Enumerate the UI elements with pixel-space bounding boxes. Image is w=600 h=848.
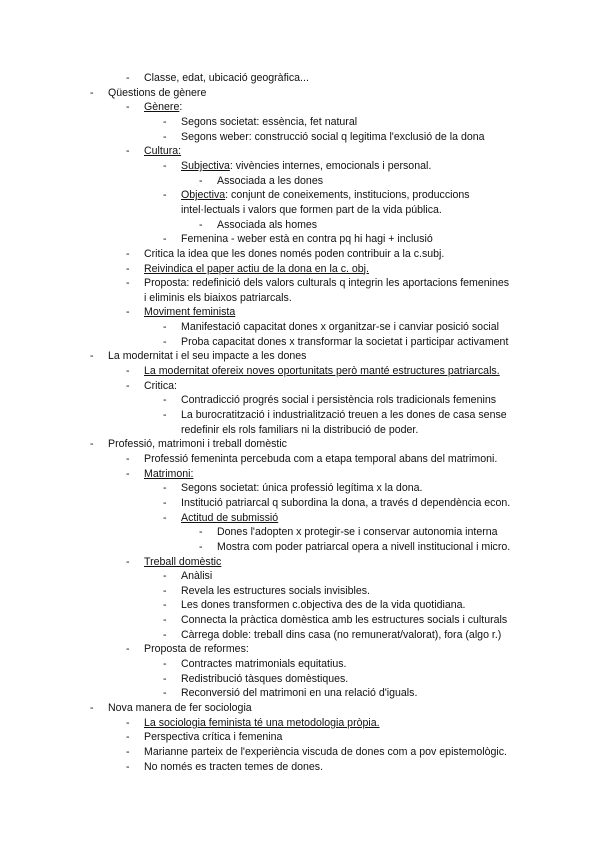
item-body: Les dones transformen c.objectiva des de la vida quotidiana.	[181, 599, 466, 612]
item-body: Redistribució tàsques domèstiques.	[181, 672, 349, 685]
bullet-dash: -	[163, 628, 167, 641]
outline-item	[0, 159, 600, 174]
item-text	[181, 335, 508, 350]
outline-item	[0, 467, 600, 482]
bullet-dash: -	[90, 86, 94, 99]
outline-item	[0, 130, 600, 145]
item-body: Anàlisi	[181, 570, 213, 583]
bullet-dash: -	[90, 438, 94, 451]
outline-item	[0, 203, 600, 218]
item-body: La burocratització i industrialització treuen a les dones de casa sense	[181, 408, 507, 421]
bullet-dash: -	[163, 599, 167, 612]
item-body: Qüestions de gènere	[108, 86, 207, 99]
bullet-dash: -	[126, 145, 130, 158]
item-text	[181, 188, 470, 203]
item-body: Mostra com poder patriarcal opera a nivell institucional i micro.	[217, 540, 511, 553]
outline-item	[0, 628, 600, 643]
item-body: Critica la idea que les dones només poden contribuir a la c.subj.	[144, 247, 445, 260]
outline-item	[0, 642, 600, 657]
outline-item	[0, 144, 600, 159]
bullet-dash: -	[163, 672, 167, 685]
outline-item	[0, 188, 600, 203]
outline-item	[0, 701, 600, 716]
outline-item	[0, 232, 600, 247]
bullet-dash: -	[163, 130, 167, 143]
item-text	[144, 642, 249, 657]
item-body: : conjunt de coneixements, institucions, produccions	[225, 189, 470, 202]
item-text	[181, 672, 348, 687]
item-text	[217, 540, 510, 555]
bullet-dash: -	[199, 174, 203, 187]
outline-item	[0, 745, 600, 760]
bullet-dash: -	[163, 159, 167, 172]
underlined-term: Objectiva	[181, 189, 226, 202]
item-text	[144, 291, 292, 306]
item-body: Professió femeninta percebuda com a etapa temporal abans del matrimoni.	[144, 452, 498, 465]
outline-item	[0, 423, 600, 438]
bullet-dash: -	[126, 555, 130, 568]
bullet-dash: -	[163, 116, 167, 128]
outline-item	[0, 71, 600, 86]
item-body: No només es tracten temes de dones.	[144, 760, 324, 773]
item-text	[144, 100, 182, 115]
outline-item	[0, 730, 600, 745]
item-text	[181, 686, 417, 701]
item-text	[144, 760, 323, 775]
bullet-dash: -	[163, 335, 167, 348]
item-body: Professió, matrimoni i treball domèstic	[108, 438, 287, 451]
item-body: Proposta de reformes:	[144, 643, 249, 656]
bullet-dash: -	[163, 482, 167, 495]
outline-item	[0, 218, 600, 233]
bullet-dash: -	[126, 306, 130, 319]
outline-item	[0, 320, 600, 335]
outline-item	[0, 305, 600, 320]
outline-item	[0, 452, 600, 467]
item-text	[144, 716, 380, 731]
outline-item	[0, 276, 600, 291]
outline-item	[0, 291, 600, 306]
outline-item	[0, 657, 600, 672]
outline-item	[0, 247, 600, 262]
item-text	[181, 569, 212, 584]
item-body: Marianne parteix de l'experiència viscuda de dones com a pov epistemològic.	[144, 745, 508, 758]
item-body: Proba capacitat dones x transformar la societat i participar activament	[181, 335, 509, 348]
item-body: Dones l'adopten x protegir-se i conservar autonomia interna	[217, 526, 498, 539]
bullet-dash: -	[163, 321, 167, 334]
item-text	[181, 393, 496, 408]
bullet-dash: -	[126, 72, 130, 84]
item-body: Contractes matrimonials equitatius.	[181, 658, 347, 670]
bullet-dash: -	[126, 277, 130, 290]
item-text	[144, 555, 221, 570]
outline-item	[0, 555, 600, 570]
item-text	[144, 262, 369, 277]
item-text	[181, 203, 442, 218]
item-text	[181, 598, 465, 613]
underlined-term: La modernitat ofereix noves oportunitats però manté estructures patriarcals.	[144, 365, 500, 377]
item-body: redefinir els rols familiars ni la distribució de poder.	[181, 423, 419, 436]
item-text	[217, 525, 498, 540]
item-text	[181, 159, 431, 174]
item-body: Classe, edat, ubicació geogràfica...	[144, 72, 309, 84]
bullet-dash: -	[163, 511, 167, 524]
outline-item	[0, 511, 600, 526]
item-body: Segons weber: construcció social q legitima l'exclusió de la dona	[181, 130, 485, 143]
item-body: Segons societat: única professió legítima x la dona.	[181, 482, 423, 495]
underlined-term: Subjectiva	[181, 159, 230, 172]
bullet-dash: -	[90, 702, 94, 714]
bullet-dash: -	[199, 526, 203, 539]
bullet-dash: -	[126, 262, 130, 275]
item-text	[181, 628, 501, 643]
item-text	[217, 218, 317, 233]
underlined-term: Actitud de submissió	[181, 511, 279, 524]
outline-item	[0, 496, 600, 511]
item-text	[144, 379, 177, 394]
item-body: La modernitat i el seu impacte a les dones	[108, 350, 307, 363]
outline-item	[0, 672, 600, 687]
bullet-dash: -	[126, 731, 130, 744]
bullet-dash: -	[163, 570, 167, 583]
outline-item	[0, 686, 600, 701]
bullet-dash: -	[126, 760, 130, 773]
item-text	[144, 745, 507, 760]
outline-item	[0, 613, 600, 628]
bullet-dash: -	[163, 614, 167, 627]
item-body: :	[179, 101, 183, 114]
item-text	[108, 437, 287, 452]
bullet-dash: -	[163, 233, 167, 246]
outline-item	[0, 408, 600, 423]
outline-item	[0, 481, 600, 496]
item-body: Critica:	[144, 379, 177, 392]
outline-item	[0, 115, 600, 130]
outline-item	[0, 716, 600, 731]
underlined-term: Matrimoni:	[144, 467, 194, 480]
bullet-dash: -	[199, 540, 203, 553]
outline-item	[0, 584, 600, 599]
outline-item	[0, 349, 600, 364]
item-body: Associada a les dones	[217, 174, 324, 187]
item-body: Segons societat: essència, fet natural	[181, 116, 358, 128]
item-body: Institució patriarcal q subordina la dona, a través d dependència econ.	[181, 496, 511, 509]
bullet-dash: -	[126, 247, 130, 260]
item-text	[181, 115, 357, 130]
item-text	[144, 144, 181, 159]
outline-item	[0, 760, 600, 775]
item-text	[181, 232, 433, 247]
item-body: i eliminis els biaixos patriarcals.	[144, 291, 292, 304]
bullet-dash: -	[126, 101, 130, 114]
underlined-term: Reivindica el paper actiu de la dona en la c. obj.	[144, 262, 369, 275]
bullet-dash: -	[199, 218, 203, 231]
item-text	[108, 86, 206, 101]
item-body: intel·lectuals i valors que formen part de la vida pública.	[181, 203, 442, 216]
outline-item	[0, 540, 600, 555]
bullet-dash: -	[163, 394, 167, 407]
item-text	[181, 130, 485, 145]
item-body: Càrrega doble: treball dins casa (no remunerat/valorat), fora (algo r.)	[181, 628, 502, 641]
item-text	[144, 467, 193, 482]
bullet-dash: -	[90, 350, 94, 363]
item-body: : vivències internes, emocionals i personal.	[229, 159, 432, 172]
outline-item	[0, 262, 600, 277]
bullet-dash: -	[126, 716, 130, 729]
item-text	[144, 364, 500, 379]
bullet-dash: -	[163, 658, 167, 670]
item-body: Revela les estructures socials invisibles.	[181, 584, 370, 597]
outline-item	[0, 569, 600, 584]
outline-item	[0, 525, 600, 540]
outline-item	[0, 86, 600, 101]
outline-item	[0, 335, 600, 350]
item-text	[181, 320, 499, 335]
outline-item	[0, 100, 600, 115]
underlined-term: Moviment feminista	[144, 306, 236, 319]
item-text	[181, 423, 418, 438]
outline-item	[0, 379, 600, 394]
outline-item	[0, 437, 600, 452]
item-text	[181, 496, 510, 511]
item-body: Reconversió del matrimoni en una relació d'iguals.	[181, 687, 418, 700]
outline-item	[0, 364, 600, 379]
bullet-dash: -	[126, 745, 130, 758]
item-body: Contradicció progrés social i persistència rols tradicionals femenins	[181, 394, 497, 407]
item-body: Manifestació capacitat dones x organitzar-se i canviar posició social	[181, 321, 499, 334]
item-text	[181, 511, 278, 526]
item-text	[181, 584, 370, 599]
item-text	[144, 276, 509, 291]
bullet-dash: -	[163, 189, 167, 202]
item-body: Connecta la pràctica domèstica amb les estructures socials i culturals	[181, 614, 508, 627]
item-body: Associada als homes	[217, 218, 318, 231]
item-text	[181, 613, 507, 628]
item-text	[108, 701, 252, 716]
underlined-term: Gènere	[144, 101, 180, 114]
bullet-dash: -	[126, 365, 130, 377]
underlined-term: Treball domèstic	[144, 555, 222, 568]
item-text	[144, 305, 235, 320]
item-text	[217, 174, 323, 189]
outline-item	[0, 174, 600, 189]
item-text	[144, 452, 497, 467]
bullet-dash: -	[126, 643, 130, 656]
item-body: Proposta: redefinició dels valors culturals q integrin les aportacions femenines	[144, 277, 510, 290]
item-text	[144, 730, 282, 745]
underlined-term: La sociologia feminista té una metodologia pròpia.	[144, 716, 380, 729]
outline-item	[0, 393, 600, 408]
bullet-dash: -	[163, 584, 167, 597]
bullet-dash: -	[126, 452, 130, 465]
item-text	[181, 657, 346, 672]
item-body: Nova manera de fer sociologia	[108, 702, 252, 714]
bullet-dash: -	[163, 496, 167, 509]
item-text	[181, 481, 422, 496]
bullet-dash: -	[163, 408, 167, 421]
item-text	[181, 408, 507, 423]
item-body: Femenina - weber està en contra pq hi hagi + inclusió	[181, 233, 433, 246]
bullet-dash: -	[163, 687, 167, 700]
item-body: Perspectiva crítica i femenina	[144, 731, 283, 744]
item-text	[144, 71, 309, 86]
bullet-dash: -	[126, 379, 130, 392]
item-text	[144, 247, 444, 262]
bullet-dash: -	[126, 467, 130, 480]
item-text	[108, 349, 306, 364]
underlined-term: Cultura:	[144, 145, 182, 158]
outline-item	[0, 598, 600, 613]
